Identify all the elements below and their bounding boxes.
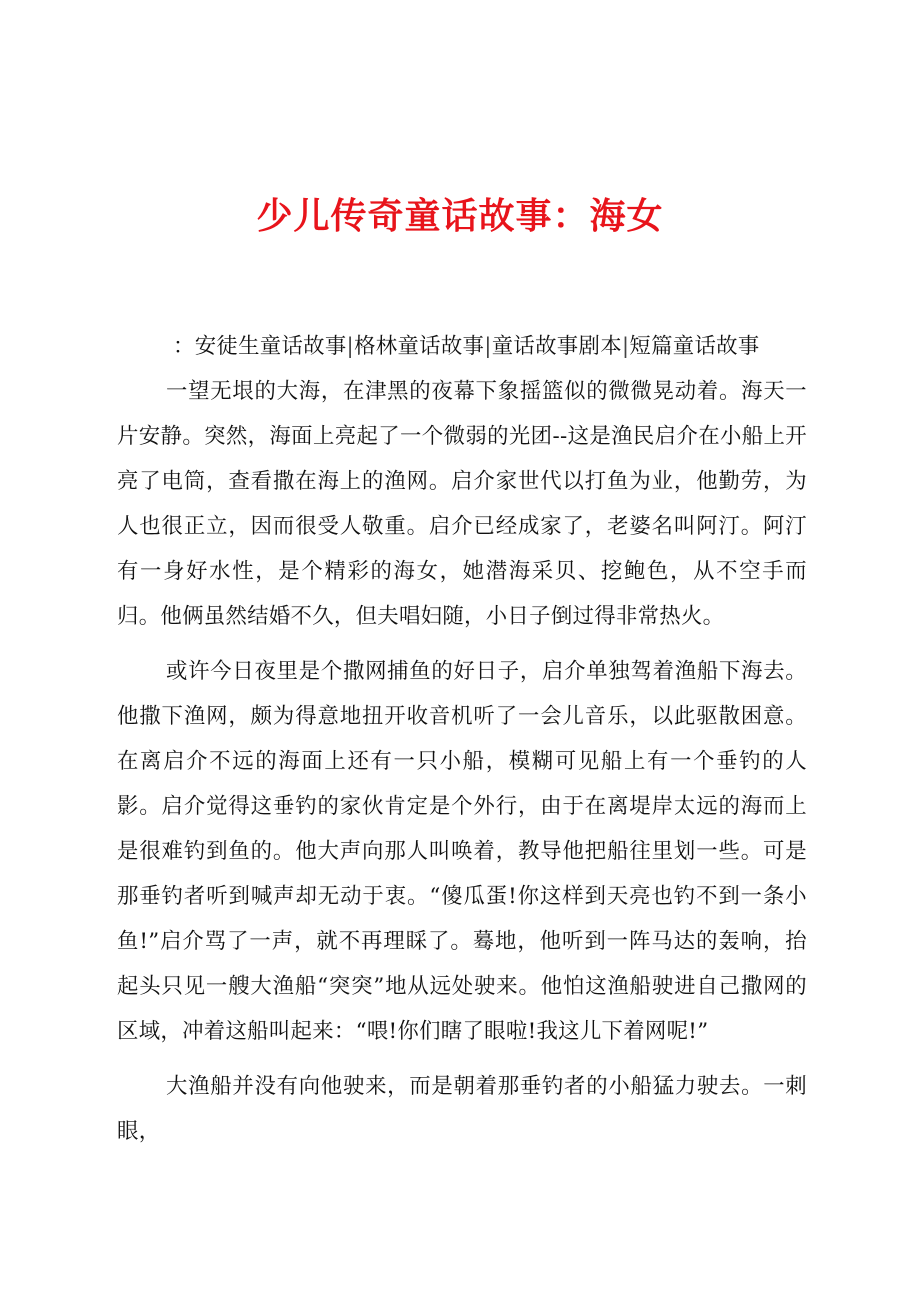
paragraph: 一望无垠的大海，在津黑的夜幕下象摇篮似的微微晃动着。海天一片安静。突然，海面上亮起了一个微弱的光团--这是渔民启介在小船上开亮了电筒，查看撒在海上的渔网。启介家世代以打鱼为业，他勤劳，为人也很正立，因而很受人敬重。启介已经成家了，老婆名叫阿汀。阿汀有一身好水性，是个精彩的海女，她潜海采贝、挖鲍色，从不空手而归。他俩虽然结婚不久，但夫唱妇随，小日子倒过得非常热火。 — [117, 379, 807, 629]
tag-separator: | — [621, 334, 630, 359]
paragraph: 大渔船并没有向他驶来，而是朝着那垂钓者的小船猛力驶去。一刺眼， — [117, 1074, 807, 1144]
related-tags — [173, 324, 807, 369]
tag-link[interactable]: 短篇童话故事 — [629, 334, 760, 359]
tags-prefix: ： — [173, 334, 195, 359]
document-title: 少儿传奇童话故事：海女 — [256, 195, 664, 237]
document-body — [117, 324, 807, 1154]
paragraph: 或许今日夜里是个撒网捕鱼的好日子，启介单独驾着渔船下海去。他撒下渔网，颇为得意地扭开收音机听了一会儿音乐，以此驱散困意。在离启介不远的海面上还有一只小船，模糊可见船上有一个垂钓的人影。启介觉得这垂钓的家伙肯定是个外行，由于在离堤岸太远的海而上是很难钓到鱼的。他大声向那人叫唤着，教导他把船往里划一些。可是那垂钓者听到喊声却无动于衷。“傻瓜蛋!你这样到天亮也钓不到一条小鱼!”启介骂了一声，就不再理睬了。蓦地，他听到一阵马达的轰响，抬起头只见一艘大渔船“突突”地从远处驶来。他怕这渔船驶进自己撒网的区域，冲着这船叫起来：“喂!你们瞎了眼啦!我这儿下着网呢!” — [117, 659, 807, 1044]
tag-separator: | — [484, 334, 492, 359]
tag-separator: | — [346, 334, 355, 359]
tag-link[interactable]: 童话故事剧本 — [491, 334, 622, 359]
tag-link[interactable]: 格林童话故事 — [354, 334, 485, 359]
tag-link[interactable]: 安徒生童话故事 — [194, 334, 347, 359]
